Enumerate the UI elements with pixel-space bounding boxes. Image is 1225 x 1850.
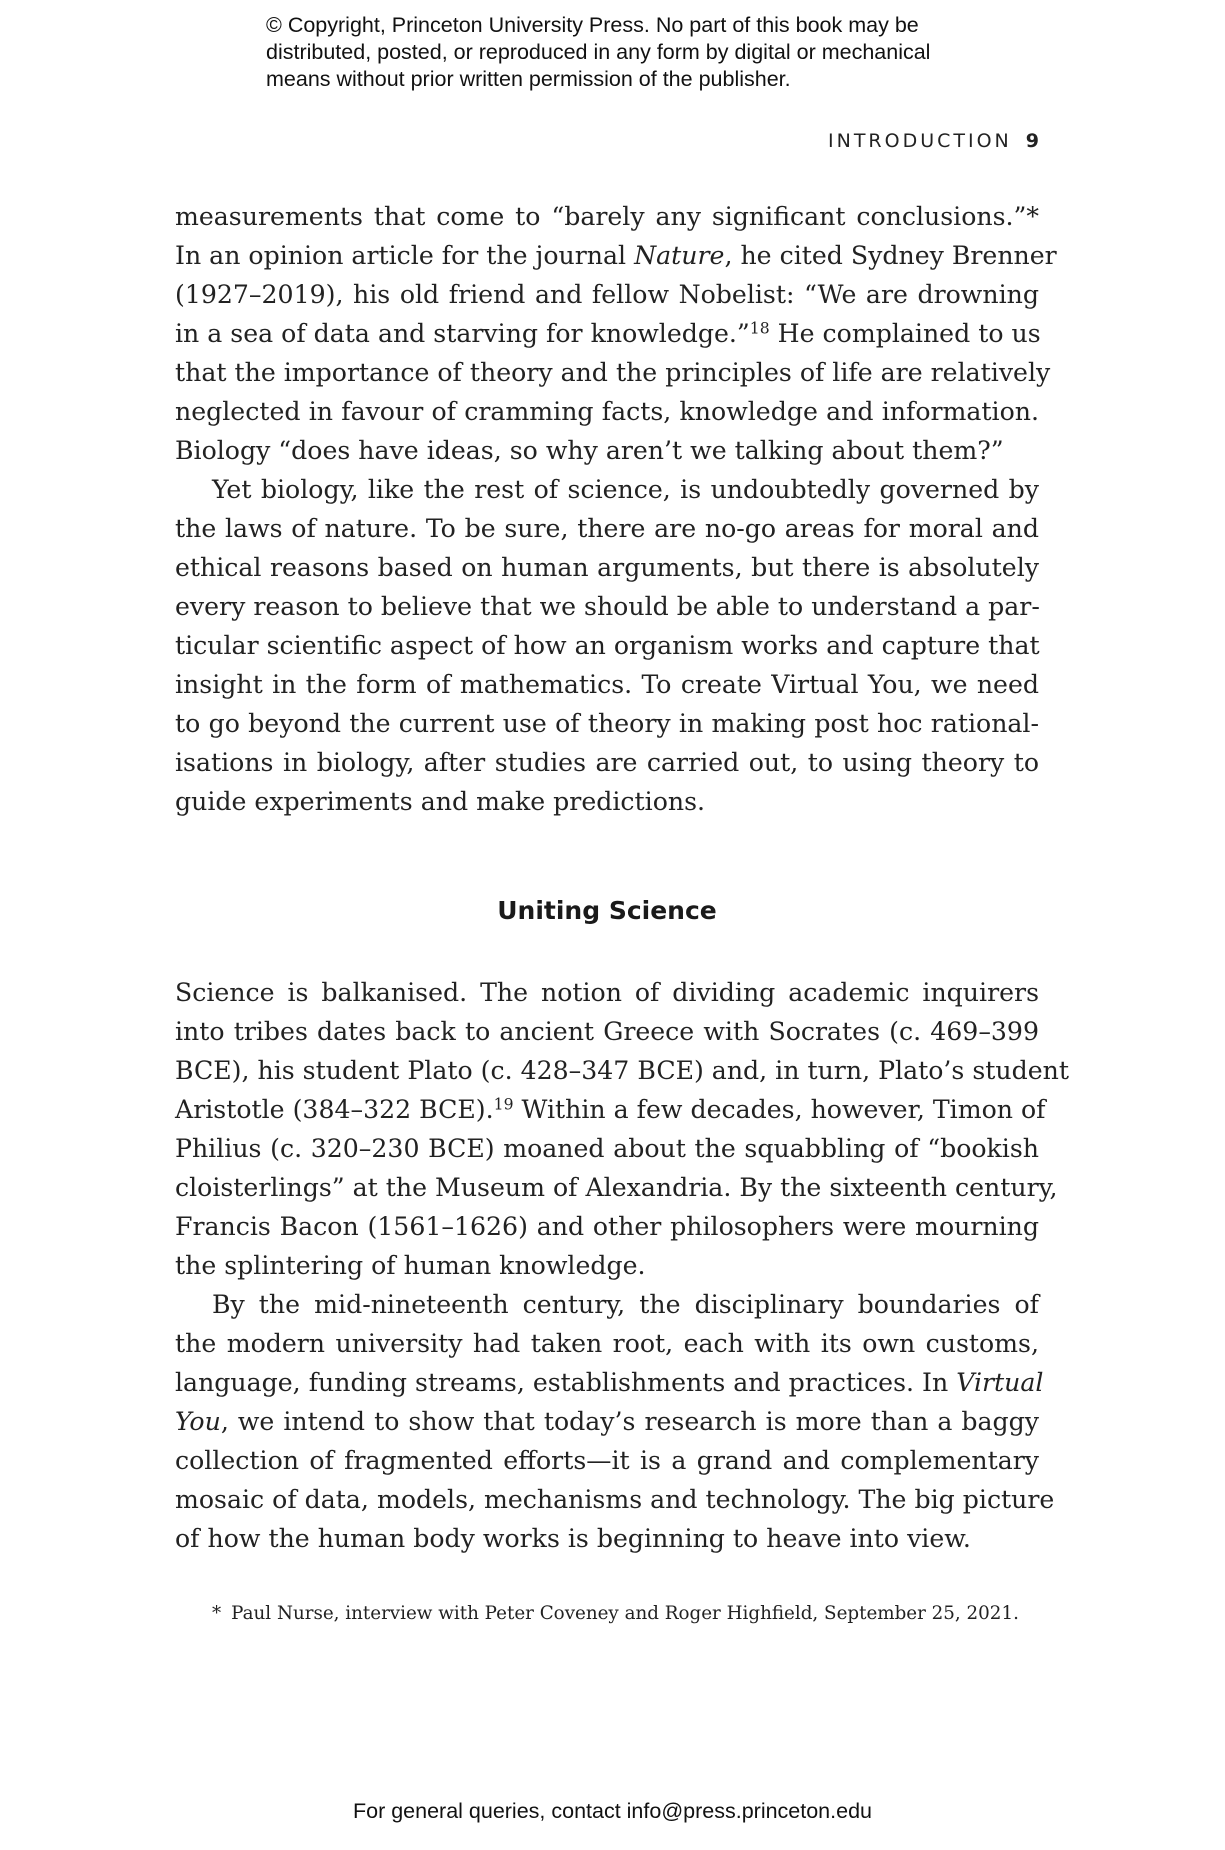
text-line: the splintering of human knowledge.: [175, 1251, 646, 1280]
endnote-ref[interactable]: 18: [749, 319, 770, 338]
running-head: [828, 130, 1039, 152]
text-line: By the mid-nineteenth century, the disciplinary boundaries of: [212, 1290, 1039, 1319]
text-line: Yet biology, like the rest of science, is undoubtedly governed by: [212, 475, 1039, 504]
footnote-text: Paul Nurse, interview with Peter Coveney and Roger Highfield, September 25, 2021.: [231, 1603, 1019, 1624]
text-line: You, we intend to show that today’s research is more than a baggy: [175, 1407, 1039, 1436]
text-line: cloisterlings” at the Museum of Alexandria. By the sixteenth century,: [175, 1173, 1058, 1202]
text-line: ticular scientific aspect of how an organism works and capture that: [175, 631, 1040, 660]
text-line: Science is balkanised. The notion of dividing academic inquirers: [175, 978, 1039, 1007]
endnote-ref[interactable]: 19: [493, 1095, 514, 1114]
text-line: guide experiments and make predictions.: [175, 787, 706, 816]
text-line: In an opinion article for the journal Nature, he cited Sydney Brenner: [175, 241, 1057, 270]
text-line: neglected in favour of cramming facts, knowledge and information.: [175, 397, 1039, 426]
text-line: Biology “does have ideas, so why aren’t we talking about them?”: [175, 436, 1004, 465]
text-line: every reason to believe that we should be able to understand a par-: [175, 592, 1040, 621]
book-title: Virtual: [956, 1368, 1044, 1397]
text-line: collection of fragmented efforts—it is a grand and complementary: [175, 1446, 1039, 1475]
running-head-label: INTRODUCTION: [828, 130, 1012, 152]
text-line: of how the human body works is beginning to heave into view.: [175, 1524, 971, 1553]
text-line: the laws of nature. To be sure, there are no-go areas for moral and: [175, 514, 1039, 543]
text-line: (1927–2019), his old friend and fellow Nobelist: “We are drowning: [175, 280, 1039, 309]
copyright-notice: [266, 12, 1026, 93]
text-line: Francis Bacon (1561–1626) and other philosophers were mourning: [175, 1212, 1039, 1241]
text-line: the modern university had taken root, each with its own customs,: [175, 1329, 1039, 1358]
text-block-1: [175, 197, 1057, 821]
copyright-line: means without prior written permission of the publisher.: [266, 67, 791, 91]
text-line: Philius (c. 320–230 BCE) moaned about the squabbling of “bookish: [175, 1134, 1039, 1163]
text-line: BCE), his student Plato (c. 428–347 BCE) and, in turn, Plato’s student: [175, 1056, 1069, 1085]
text-line: Aristotle (384–322 BCE).$^{19}$ Within a few decades, however, Timon of: [175, 1095, 1046, 1124]
copyright-line: distributed, posted, or reproduced in any form by digital or mechanical: [266, 40, 931, 64]
journal-title: Nature: [634, 241, 725, 270]
contact-footer: For general queries, contact info@press.princeton.edu: [352, 1799, 872, 1823]
footnote: [212, 1600, 1039, 1628]
text-line: into tribes dates back to ancient Greece with Socrates (c. 469–399: [175, 1017, 1039, 1046]
text-line: in a sea of data and starving for knowledge.”$^{18}$ He complained to us: [175, 319, 1041, 348]
page-number: 9: [1025, 130, 1039, 152]
book-title: You: [175, 1407, 221, 1436]
text-line: insight in the form of mathematics. To create Virtual You, we need: [175, 670, 1039, 699]
text-line: ethical reasons based on human arguments, but there is absolutely: [175, 553, 1039, 582]
copyright-line: © Copyright, Princeton University Press. No part of this book may be: [266, 13, 919, 37]
section-heading: Uniting Science: [497, 896, 717, 925]
footnote-mark: *: [212, 1603, 222, 1624]
text-line: that the importance of theory and the principles of life are relatively: [175, 358, 1051, 387]
text-line: to go beyond the current use of theory in making post hoc rational-: [175, 709, 1039, 738]
text-line: isations in biology, after studies are carried out, to using theory to: [175, 748, 1039, 777]
text-block-2: [175, 973, 1069, 1558]
text-line: language, funding streams, establishments and practices. In Virtual: [175, 1368, 1044, 1397]
text-line: mosaic of data, models, mechanisms and technology. The big picture: [175, 1485, 1055, 1514]
text-line: measurements that come to “barely any significant conclusions.”*: [175, 202, 1039, 231]
